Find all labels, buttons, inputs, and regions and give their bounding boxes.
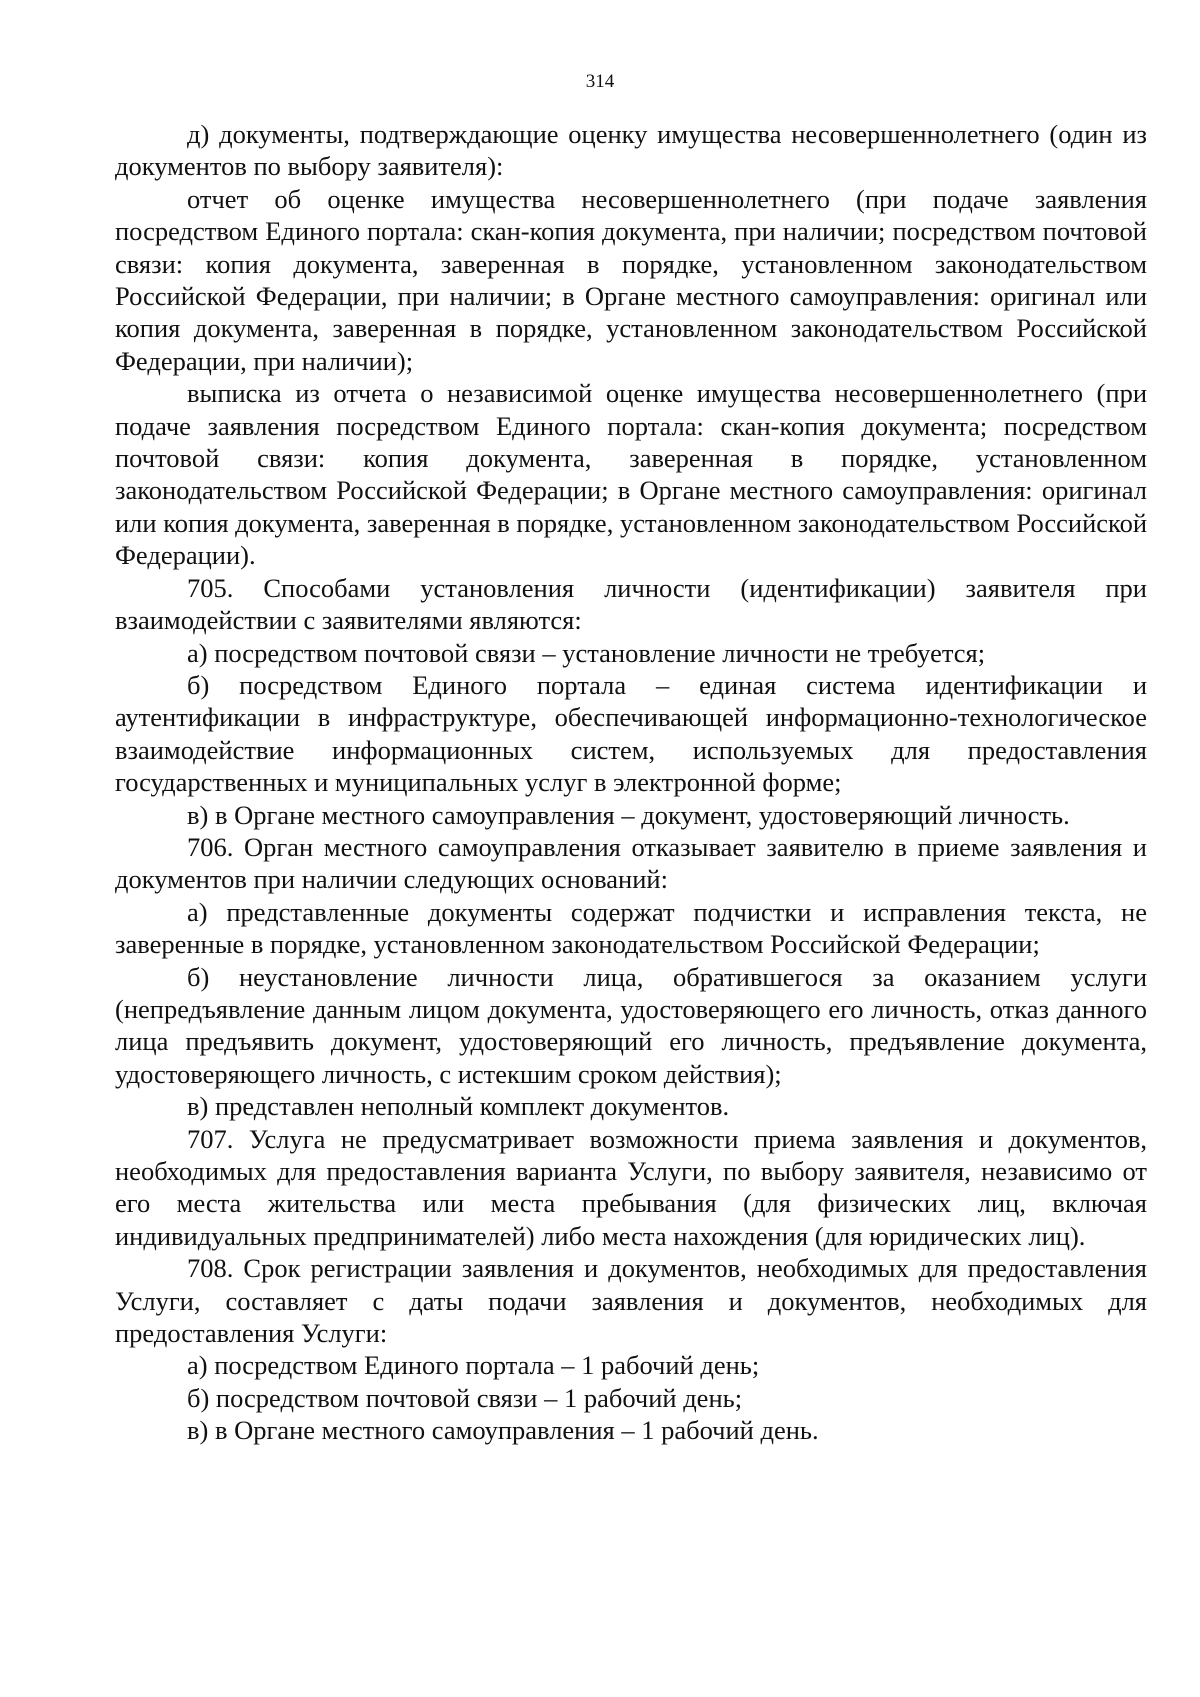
paragraph-705-b: б) посредством Единого портала – единая система идентификации и аутентификации в инфраструктуре, обеспечивающей информационно-технологическое взаимодействие информационных систем, используемых для предоставления государственных и муниципальных услуг в электронной форме;: [115, 669, 1147, 798]
paragraph-706-a: а) представленные документы содержат подчистки и исправления текста, не заверенные в порядке, установленном законодательством Российской Федерации;: [115, 896, 1147, 960]
paragraph-705-a: а) посредством почтовой связи – установление личности не требуется;: [187, 637, 986, 668]
paragraph-708-a: а) посредством Единого портала – 1 рабочий день;: [187, 1350, 760, 1381]
paragraph-708: 708. Срок регистрации заявления и документов, необходимых для предоставления Услуги, составляет с даты подачи заявления и документов, необходимых для предоставления Услуги:: [115, 1253, 1147, 1349]
paragraph-708-b: б) посредством почтовой связи – 1 рабочий день;: [187, 1382, 743, 1413]
paragraph-706-b: б) неустановление личности лица, обратившегося за оказанием услуги (непредъявление данным лицом документа, удостоверяющего его личность, отказ данного лица предъявить документ, удостоверяющий его личность, предъявление документа, удостоверяющего личность, с истекшим сроком действия);: [115, 961, 1147, 1089]
paragraph-706: 706. Орган местного самоуправления отказывает заявителю в приеме заявления и документов при наличии следующих оснований:: [115, 831, 1147, 895]
page-number: 314: [585, 71, 615, 92]
document-body: [115, 118, 1147, 1447]
paragraph-d-valuation-documents: д) документы, подтверждающие оценку имущества несовершеннолетнего (один из документов по выбору заявителя):: [115, 119, 1147, 182]
paragraph-705: 705. Способами установления личности (идентификации) заявителя при взаимодействии с заявителями являются:: [115, 572, 1147, 636]
paragraph-708-v: в) в Органе местного самоуправления – 1 рабочий день.: [187, 1415, 819, 1446]
paragraph-valuation-extract: выписка из отчета о независимой оценке имущества несовершеннолетнего (при подаче заявления посредством Единого портала: скан-копия документа; посредством почтовой связи: копия документа, заверенная в порядке, установленном законодательством Российской Федерации; в Органе местного самоуправления: оригинал или копия документа, заверенная в порядке, установленном законодательством Российской Федерации).: [115, 378, 1148, 571]
paragraph-valuation-report: отчет об оценке имущества несовершеннолетнего (при подаче заявления посредством Единого портала: скан-копия документа, при наличии; посредством почтовой связи: копия документа, заверенная в порядке, установленном законодательством Российской Федерации, при наличии; в Органе местного самоуправления: оригинал или копия документа, заверенная в порядке, установленном законодательством Российской Федерации, при наличии);: [115, 183, 1147, 376]
paragraph-705-v: в) в Органе местного самоуправления – документ, удостоверяющий личность.: [187, 799, 1070, 830]
paragraph-706-v: в) представлен неполный комплект документов.: [187, 1091, 730, 1122]
paragraph-707: 707. Услуга не предусматривает возможности приема заявления и документов, необходимых для предоставления варианта Услуги, по выбору заявителя, независимо от его места жительства или места пребывания (для физических лиц, включая индивидуальных предпринимателей) либо места нахождения (для юридических лиц).: [115, 1123, 1147, 1251]
